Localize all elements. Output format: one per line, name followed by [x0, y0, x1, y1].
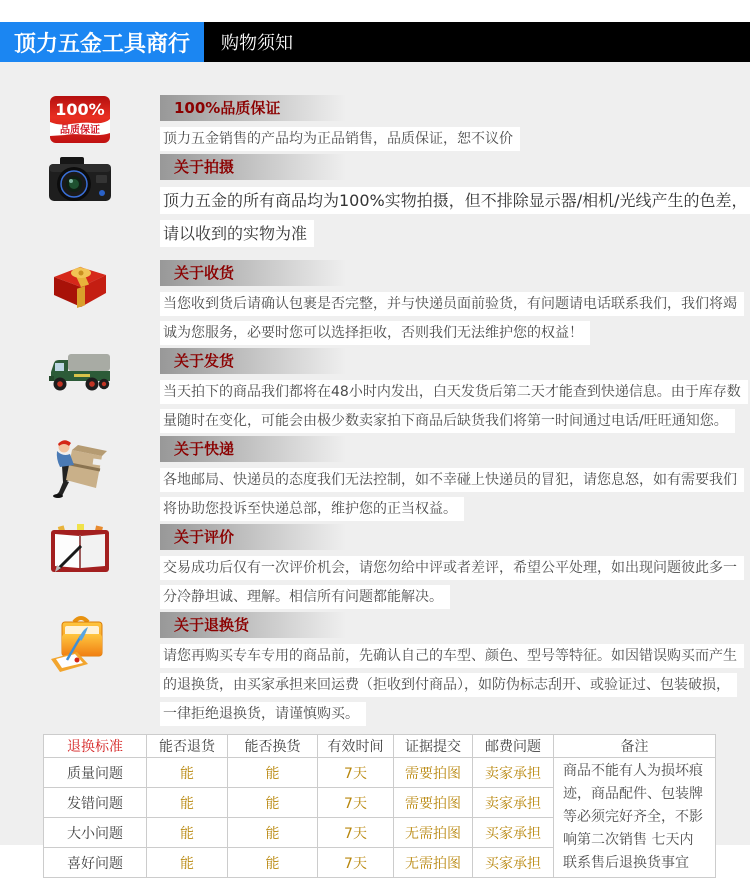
section-icon-cell	[0, 260, 160, 348]
section-title: 关于发货	[160, 348, 346, 374]
section-body: 交易成功后仅有一次评价机会，请您勿给中评或者差评，希望公平处理，如出现问题彼此多一分冷静坦诚、理解。相信所有问题都能解决。	[160, 554, 742, 612]
section-icon-cell	[0, 436, 160, 524]
quality-badge-icon	[49, 95, 111, 145]
cell-can-return: 能	[147, 818, 228, 848]
courier-icon	[50, 436, 110, 498]
cell-issue-label: 大小问题	[44, 818, 147, 848]
header-title-bar	[204, 22, 750, 62]
cell-evidence: 需要拍图	[394, 758, 473, 788]
cell-evidence: 无需拍图	[394, 848, 473, 878]
section-body: 请您再购买专车专用的商品前，先确认自己的车型、颜色、型号等特征。如因错误购买而产生的退换货，由买家承担来回运费（拒收到付商品），如防伪标志刮开、或验证过、包装破损，一律拒绝退换货，请谨慎购买。	[160, 642, 742, 729]
section-title: 关于快递	[160, 436, 346, 462]
section-body: 当天拍下的商品我们都将在48小时内发出，白天发货后第二天才能查到快递信息。由于库存数量随时在变化，可能会由极少数卖家拍下商品后缺货我们将第一时间通过电话/旺旺通知您。	[160, 378, 742, 436]
section-body: 顶力五金销售的产品均为正品销售，品质保证，恕不议价	[160, 125, 742, 154]
section-receiving	[0, 260, 750, 348]
cell-issue-label: 喜好问题	[44, 848, 147, 878]
section-icon-cell	[0, 348, 160, 436]
section-body: 顶力五金的所有商品均为100%实物拍摄，但不排除显示器/相机/光线产生的色差，请以收到的实物为准	[160, 184, 748, 250]
folder-clipboard-icon	[47, 612, 113, 674]
section-express	[0, 436, 750, 524]
camera-icon	[46, 154, 114, 208]
table-row	[44, 758, 716, 788]
table-header-row	[44, 735, 716, 758]
svg-text:100%: 100%	[55, 100, 105, 119]
notice-content	[0, 62, 750, 878]
cell-can-exchange: 能	[228, 848, 318, 878]
cell-postage: 卖家承担	[473, 788, 554, 818]
section-quality-guarantee	[0, 95, 750, 154]
section-body: 当您收到货后请确认包裹是否完整，并与快递员面前验货，有问题请电话联系我们，我们将竭诚为您服务，必要时您可以选择拒收，否则我们无法维护您的权益！	[160, 290, 742, 348]
section-icon-cell	[0, 524, 160, 612]
cell-valid-time: 7天	[318, 818, 394, 848]
section-title: 100%品质保证	[160, 95, 346, 121]
gift-box-icon	[48, 260, 112, 310]
section-icon-cell	[0, 154, 160, 250]
truck-icon	[47, 348, 113, 394]
page-header	[0, 22, 750, 62]
cell-valid-time: 7天	[318, 758, 394, 788]
column-header-remark: 备注	[554, 735, 716, 758]
section-title: 关于收货	[160, 260, 346, 286]
section-title: 关于退换货	[160, 612, 346, 638]
cell-can-exchange: 能	[228, 788, 318, 818]
cell-can-return: 能	[147, 848, 228, 878]
column-header-standard: 退换标准	[44, 735, 147, 758]
cell-valid-time: 7天	[318, 788, 394, 818]
cell-valid-time: 7天	[318, 848, 394, 878]
column-header-can-exchange: 能否换货	[228, 735, 318, 758]
column-header-postage: 邮费问题	[473, 735, 554, 758]
cell-postage: 买家承担	[473, 848, 554, 878]
section-returns	[0, 612, 750, 729]
section-title: 关于拍摄	[160, 154, 346, 180]
section-review	[0, 524, 750, 612]
cell-remark: 商品不能有人为损坏痕迹，商品配件、包装牌等必须完好齐全，不影响第二次销售 七天内联系售后退换货事宜	[554, 758, 716, 878]
column-header-valid-time: 有效时间	[318, 735, 394, 758]
cell-evidence: 无需拍图	[394, 818, 473, 848]
return-policy-table	[43, 734, 716, 878]
cell-evidence: 需要拍图	[394, 788, 473, 818]
section-icon-cell	[0, 95, 160, 154]
cell-can-exchange: 能	[228, 818, 318, 848]
store-name: 顶力五金工具商行	[13, 31, 190, 57]
section-title: 关于评价	[160, 524, 346, 550]
cell-issue-label: 质量问题	[44, 758, 147, 788]
column-header-can-return: 能否退货	[147, 735, 228, 758]
cell-postage: 买家承担	[473, 818, 554, 848]
cell-issue-label: 发错问题	[44, 788, 147, 818]
section-shipping	[0, 348, 750, 436]
svg-text:品质保证: 品质保证	[60, 125, 100, 136]
top-white-strip	[0, 0, 750, 22]
cell-postage: 卖家承担	[473, 758, 554, 788]
section-photography	[0, 154, 750, 250]
notebook-pen-icon	[47, 524, 113, 576]
column-header-evidence: 证据提交	[394, 735, 473, 758]
section-icon-cell	[0, 612, 160, 729]
cell-can-return: 能	[147, 788, 228, 818]
cell-can-return: 能	[147, 758, 228, 788]
cell-can-exchange: 能	[228, 758, 318, 788]
section-body: 各地邮局、快递员的态度我们无法控制，如不幸碰上快递员的冒犯，请您息怒，如有需要我们将协助您投诉至快递总部，维护您的正当权益。	[160, 466, 742, 524]
store-name-badge	[0, 22, 204, 62]
page-title: 购物须知	[221, 33, 293, 54]
